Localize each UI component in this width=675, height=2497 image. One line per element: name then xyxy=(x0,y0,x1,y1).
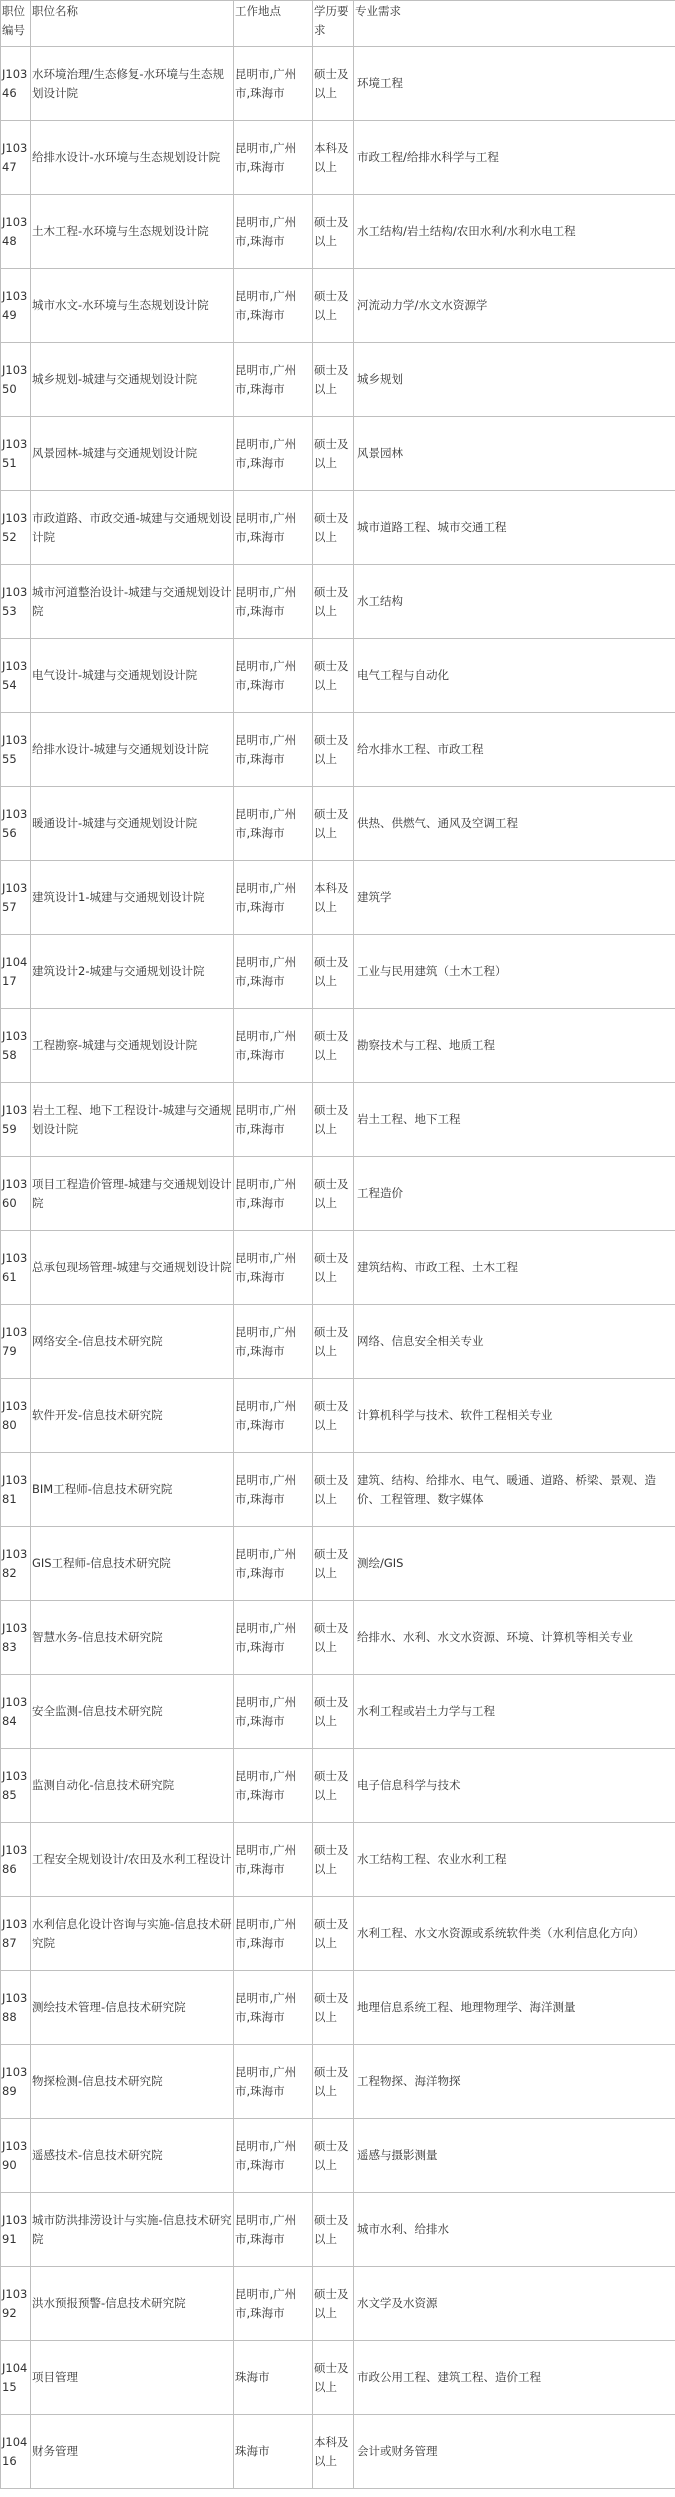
job-title-cell: 风景园林-城建与交通规划设计院 xyxy=(31,417,234,491)
job-code-cell: J10358 xyxy=(1,1009,31,1083)
education-requirement-cell: 硕士及以上 xyxy=(313,1897,354,1971)
education-requirement-cell: 硕士及以上 xyxy=(313,1083,354,1157)
table-row xyxy=(1,2267,675,2341)
major-requirement-cell: 城市水利、给排水 xyxy=(354,2193,675,2267)
header-education: 学历要求 xyxy=(313,1,354,47)
job-code-cell: J10417 xyxy=(1,935,31,1009)
major-requirement-cell: 河流动力学/水文水资源学 xyxy=(354,269,675,343)
major-requirement-cell: 水利工程、水文水资源或系统软件类（水利信息化方向） xyxy=(354,1897,675,1971)
job-title-cell: 建筑设计1-城建与交通规划设计院 xyxy=(31,861,234,935)
table-row xyxy=(1,269,675,343)
table-row xyxy=(1,1749,675,1823)
job-title-cell: 城市防洪排涝设计与实施-信息技术研究院 xyxy=(31,2193,234,2267)
header-major: 专业需求 xyxy=(354,1,675,47)
job-code-cell: J10381 xyxy=(1,1453,31,1527)
major-requirement-cell: 测绘/GIS xyxy=(354,1527,675,1601)
education-requirement-cell: 本科及以上 xyxy=(313,861,354,935)
job-location-cell: 昆明市,广州市,珠海市 xyxy=(234,47,313,121)
job-location-cell: 昆明市,广州市,珠海市 xyxy=(234,269,313,343)
job-title-cell: 暖通设计-城建与交通规划设计院 xyxy=(31,787,234,861)
job-location-cell: 昆明市,广州市,珠海市 xyxy=(234,1009,313,1083)
job-location-cell: 昆明市,广州市,珠海市 xyxy=(234,1379,313,1453)
job-location-cell: 昆明市,广州市,珠海市 xyxy=(234,417,313,491)
education-requirement-cell: 硕士及以上 xyxy=(313,343,354,417)
major-requirement-cell: 电气工程与自动化 xyxy=(354,639,675,713)
table-row xyxy=(1,1527,675,1601)
education-requirement-cell: 硕士及以上 xyxy=(313,639,354,713)
major-requirement-cell: 水利工程或岩土力学与工程 xyxy=(354,1675,675,1749)
job-location-cell: 昆明市,广州市,珠海市 xyxy=(234,787,313,861)
education-requirement-cell: 本科及以上 xyxy=(313,121,354,195)
table-row xyxy=(1,1083,675,1157)
job-title-cell: 城市水文-水环境与生态规划设计院 xyxy=(31,269,234,343)
job-title-cell: 项目工程造价管理-城建与交通规划设计院 xyxy=(31,1157,234,1231)
job-code-cell: J10361 xyxy=(1,1231,31,1305)
header-location: 工作地点 xyxy=(234,1,313,47)
job-location-cell: 昆明市,广州市,珠海市 xyxy=(234,1823,313,1897)
major-requirement-cell: 风景园林 xyxy=(354,417,675,491)
job-location-cell: 昆明市,广州市,珠海市 xyxy=(234,195,313,269)
job-location-cell: 昆明市,广州市,珠海市 xyxy=(234,1231,313,1305)
table-row xyxy=(1,713,675,787)
major-requirement-cell: 水文学及水资源 xyxy=(354,2267,675,2341)
job-title-cell: 城市河道整治设计-城建与交通规划设计院 xyxy=(31,565,234,639)
job-code-cell: J10356 xyxy=(1,787,31,861)
education-requirement-cell: 硕士及以上 xyxy=(313,1305,354,1379)
table-row xyxy=(1,1379,675,1453)
education-requirement-cell: 硕士及以上 xyxy=(313,1823,354,1897)
major-requirement-cell: 工业与民用建筑（土木工程） xyxy=(354,935,675,1009)
table-row xyxy=(1,417,675,491)
job-location-cell: 昆明市,广州市,珠海市 xyxy=(234,1601,313,1675)
education-requirement-cell: 硕士及以上 xyxy=(313,195,354,269)
table-body xyxy=(1,47,675,2489)
education-requirement-cell: 硕士及以上 xyxy=(313,713,354,787)
table-row xyxy=(1,343,675,417)
education-requirement-cell: 硕士及以上 xyxy=(313,47,354,121)
table-row xyxy=(1,1157,675,1231)
job-code-cell: J10349 xyxy=(1,269,31,343)
job-location-cell: 昆明市,广州市,珠海市 xyxy=(234,1157,313,1231)
major-requirement-cell: 给排水、水利、水文水资源、环境、计算机等相关专业 xyxy=(354,1601,675,1675)
table-row xyxy=(1,1823,675,1897)
job-title-cell: 智慧水务-信息技术研究院 xyxy=(31,1601,234,1675)
job-code-cell: J10360 xyxy=(1,1157,31,1231)
table-row xyxy=(1,935,675,1009)
education-requirement-cell: 硕士及以上 xyxy=(313,417,354,491)
job-location-cell: 昆明市,广州市,珠海市 xyxy=(234,2193,313,2267)
major-requirement-cell: 建筑学 xyxy=(354,861,675,935)
job-code-cell: J10415 xyxy=(1,2341,31,2415)
major-requirement-cell: 供热、供燃气、通风及空调工程 xyxy=(354,787,675,861)
job-code-cell: J10380 xyxy=(1,1379,31,1453)
major-requirement-cell: 会计或财务管理 xyxy=(354,2415,675,2489)
job-title-cell: BIM工程师-信息技术研究院 xyxy=(31,1453,234,1527)
major-requirement-cell: 岩土工程、地下工程 xyxy=(354,1083,675,1157)
job-title-cell: 网络安全-信息技术研究院 xyxy=(31,1305,234,1379)
job-code-cell: J10352 xyxy=(1,491,31,565)
table-row xyxy=(1,565,675,639)
job-title-cell: 土木工程-水环境与生态规划设计院 xyxy=(31,195,234,269)
job-title-cell: 工程安全规划设计/农田及水利工程设计 xyxy=(31,1823,234,1897)
education-requirement-cell: 硕士及以上 xyxy=(313,2193,354,2267)
job-code-cell: J10379 xyxy=(1,1305,31,1379)
major-requirement-cell: 给水排水工程、市政工程 xyxy=(354,713,675,787)
education-requirement-cell: 硕士及以上 xyxy=(313,1157,354,1231)
table-row xyxy=(1,2045,675,2119)
major-requirement-cell: 电子信息科学与技术 xyxy=(354,1749,675,1823)
education-requirement-cell: 硕士及以上 xyxy=(313,491,354,565)
job-code-cell: J10382 xyxy=(1,1527,31,1601)
education-requirement-cell: 硕士及以上 xyxy=(313,1009,354,1083)
table-row xyxy=(1,1897,675,1971)
job-location-cell: 昆明市,广州市,珠海市 xyxy=(234,121,313,195)
job-title-cell: 市政道路、市政交通-城建与交通规划设计院 xyxy=(31,491,234,565)
major-requirement-cell: 水工结构 xyxy=(354,565,675,639)
job-code-cell: J10391 xyxy=(1,2193,31,2267)
table-row xyxy=(1,2193,675,2267)
job-code-cell: J10354 xyxy=(1,639,31,713)
job-code-cell: J10353 xyxy=(1,565,31,639)
major-requirement-cell: 城乡规划 xyxy=(354,343,675,417)
job-code-cell: J10351 xyxy=(1,417,31,491)
job-title-cell: 监测自动化-信息技术研究院 xyxy=(31,1749,234,1823)
job-code-cell: J10389 xyxy=(1,2045,31,2119)
header-row xyxy=(1,1,675,47)
job-code-cell: J10355 xyxy=(1,713,31,787)
major-requirement-cell: 建筑、结构、给排水、电气、暖通、道路、桥梁、景观、造价、工程管理、数字媒体 xyxy=(354,1453,675,1527)
table-row xyxy=(1,2119,675,2193)
job-title-cell: 物探检测-信息技术研究院 xyxy=(31,2045,234,2119)
job-location-cell: 珠海市 xyxy=(234,2415,313,2489)
job-code-cell: J10350 xyxy=(1,343,31,417)
education-requirement-cell: 硕士及以上 xyxy=(313,2267,354,2341)
table-row xyxy=(1,1305,675,1379)
job-code-cell: J10384 xyxy=(1,1675,31,1749)
education-requirement-cell: 硕士及以上 xyxy=(313,1971,354,2045)
table-row xyxy=(1,1601,675,1675)
education-requirement-cell: 硕士及以上 xyxy=(313,2341,354,2415)
job-location-cell: 昆明市,广州市,珠海市 xyxy=(234,491,313,565)
job-title-cell: 工程勘察-城建与交通规划设计院 xyxy=(31,1009,234,1083)
job-title-cell: 项目管理 xyxy=(31,2341,234,2415)
job-location-cell: 昆明市,广州市,珠海市 xyxy=(234,1305,313,1379)
job-code-cell: J10387 xyxy=(1,1897,31,1971)
job-location-cell: 昆明市,广州市,珠海市 xyxy=(234,861,313,935)
job-title-cell: 财务管理 xyxy=(31,2415,234,2489)
education-requirement-cell: 硕士及以上 xyxy=(313,1527,354,1601)
job-title-cell: 软件开发-信息技术研究院 xyxy=(31,1379,234,1453)
job-location-cell: 昆明市,广州市,珠海市 xyxy=(234,1453,313,1527)
job-title-cell: 城乡规划-城建与交通规划设计院 xyxy=(31,343,234,417)
header-name: 职位名称 xyxy=(31,1,234,47)
major-requirement-cell: 网络、信息安全相关专业 xyxy=(354,1305,675,1379)
table-row xyxy=(1,195,675,269)
job-location-cell: 昆明市,广州市,珠海市 xyxy=(234,1749,313,1823)
major-requirement-cell: 市政工程/给排水科学与工程 xyxy=(354,121,675,195)
education-requirement-cell: 硕士及以上 xyxy=(313,1675,354,1749)
table-row xyxy=(1,1453,675,1527)
major-requirement-cell: 地理信息系统工程、地理物理学、海洋测量 xyxy=(354,1971,675,2045)
major-requirement-cell: 水工结构工程、农业水利工程 xyxy=(354,1823,675,1897)
job-location-cell: 昆明市,广州市,珠海市 xyxy=(234,1527,313,1601)
job-location-cell: 昆明市,广州市,珠海市 xyxy=(234,1675,313,1749)
major-requirement-cell: 遥感与摄影测量 xyxy=(354,2119,675,2193)
major-requirement-cell: 市政公用工程、建筑工程、造价工程 xyxy=(354,2341,675,2415)
job-code-cell: J10386 xyxy=(1,1823,31,1897)
job-location-cell: 昆明市,广州市,珠海市 xyxy=(234,639,313,713)
table-row xyxy=(1,1675,675,1749)
job-code-cell: J10357 xyxy=(1,861,31,935)
job-title-cell: 岩土工程、地下工程设计-城建与交通规划设计院 xyxy=(31,1083,234,1157)
job-title-cell: GIS工程师-信息技术研究院 xyxy=(31,1527,234,1601)
education-requirement-cell: 硕士及以上 xyxy=(313,787,354,861)
table-row xyxy=(1,861,675,935)
education-requirement-cell: 硕士及以上 xyxy=(313,2119,354,2193)
table-row xyxy=(1,121,675,195)
major-requirement-cell: 勘察技术与工程、地质工程 xyxy=(354,1009,675,1083)
major-requirement-cell: 建筑结构、市政工程、土木工程 xyxy=(354,1231,675,1305)
table-row xyxy=(1,639,675,713)
major-requirement-cell: 计算机科学与技术、软件工程相关专业 xyxy=(354,1379,675,1453)
education-requirement-cell: 硕士及以上 xyxy=(313,1749,354,1823)
job-location-cell: 昆明市,广州市,珠海市 xyxy=(234,935,313,1009)
education-requirement-cell: 硕士及以上 xyxy=(313,935,354,1009)
table-row xyxy=(1,1971,675,2045)
job-title-cell: 电气设计-城建与交通规划设计院 xyxy=(31,639,234,713)
major-requirement-cell: 工程物探、海洋物探 xyxy=(354,2045,675,2119)
education-requirement-cell: 硕士及以上 xyxy=(313,1231,354,1305)
education-requirement-cell: 硕士及以上 xyxy=(313,1379,354,1453)
job-code-cell: J10385 xyxy=(1,1749,31,1823)
header-code: 职位编号 xyxy=(1,1,31,47)
table-row xyxy=(1,787,675,861)
job-code-cell: J10348 xyxy=(1,195,31,269)
job-code-cell: J10346 xyxy=(1,47,31,121)
education-requirement-cell: 硕士及以上 xyxy=(313,2045,354,2119)
job-location-cell: 昆明市,广州市,珠海市 xyxy=(234,2119,313,2193)
job-location-cell: 昆明市,广州市,珠海市 xyxy=(234,2045,313,2119)
job-code-cell: J10383 xyxy=(1,1601,31,1675)
table-row xyxy=(1,47,675,121)
education-requirement-cell: 硕士及以上 xyxy=(313,1601,354,1675)
job-location-cell: 昆明市,广州市,珠海市 xyxy=(234,2267,313,2341)
table-row xyxy=(1,491,675,565)
job-location-cell: 昆明市,广州市,珠海市 xyxy=(234,565,313,639)
job-location-cell: 昆明市,广州市,珠海市 xyxy=(234,1083,313,1157)
job-title-cell: 水环境治理/生态修复-水环境与生态规划设计院 xyxy=(31,47,234,121)
education-requirement-cell: 硕士及以上 xyxy=(313,565,354,639)
job-title-cell: 给排水设计-水环境与生态规划设计院 xyxy=(31,121,234,195)
job-location-cell: 昆明市,广州市,珠海市 xyxy=(234,713,313,787)
job-title-cell: 测绘技术管理-信息技术研究院 xyxy=(31,1971,234,2045)
job-location-cell: 昆明市,广州市,珠海市 xyxy=(234,343,313,417)
major-requirement-cell: 工程造价 xyxy=(354,1157,675,1231)
job-location-cell: 昆明市,广州市,珠海市 xyxy=(234,1971,313,2045)
job-title-cell: 遥感技术-信息技术研究院 xyxy=(31,2119,234,2193)
job-code-cell: J10388 xyxy=(1,1971,31,2045)
table-row xyxy=(1,2341,675,2415)
job-code-cell: J10359 xyxy=(1,1083,31,1157)
education-requirement-cell: 本科及以上 xyxy=(313,2415,354,2489)
job-code-cell: J10392 xyxy=(1,2267,31,2341)
education-requirement-cell: 硕士及以上 xyxy=(313,1453,354,1527)
job-location-cell: 珠海市 xyxy=(234,2341,313,2415)
job-title-cell: 水利信息化设计咨询与实施-信息技术研究院 xyxy=(31,1897,234,1971)
table-row xyxy=(1,2415,675,2489)
job-title-cell: 建筑设计2-城建与交通规划设计院 xyxy=(31,935,234,1009)
major-requirement-cell: 水工结构/岩土结构/农田水利/水利水电工程 xyxy=(354,195,675,269)
education-requirement-cell: 硕士及以上 xyxy=(313,269,354,343)
table-row xyxy=(1,1231,675,1305)
table-row xyxy=(1,1009,675,1083)
job-title-cell: 安全监测-信息技术研究院 xyxy=(31,1675,234,1749)
job-code-cell: J10390 xyxy=(1,2119,31,2193)
major-requirement-cell: 环境工程 xyxy=(354,47,675,121)
job-title-cell: 洪水预报预警-信息技术研究院 xyxy=(31,2267,234,2341)
major-requirement-cell: 城市道路工程、城市交通工程 xyxy=(354,491,675,565)
job-code-cell: J10416 xyxy=(1,2415,31,2489)
job-location-cell: 昆明市,广州市,珠海市 xyxy=(234,1897,313,1971)
job-title-cell: 总承包现场管理-城建与交通规划设计院 xyxy=(31,1231,234,1305)
job-title-cell: 给排水设计-城建与交通规划设计院 xyxy=(31,713,234,787)
job-code-cell: J10347 xyxy=(1,121,31,195)
